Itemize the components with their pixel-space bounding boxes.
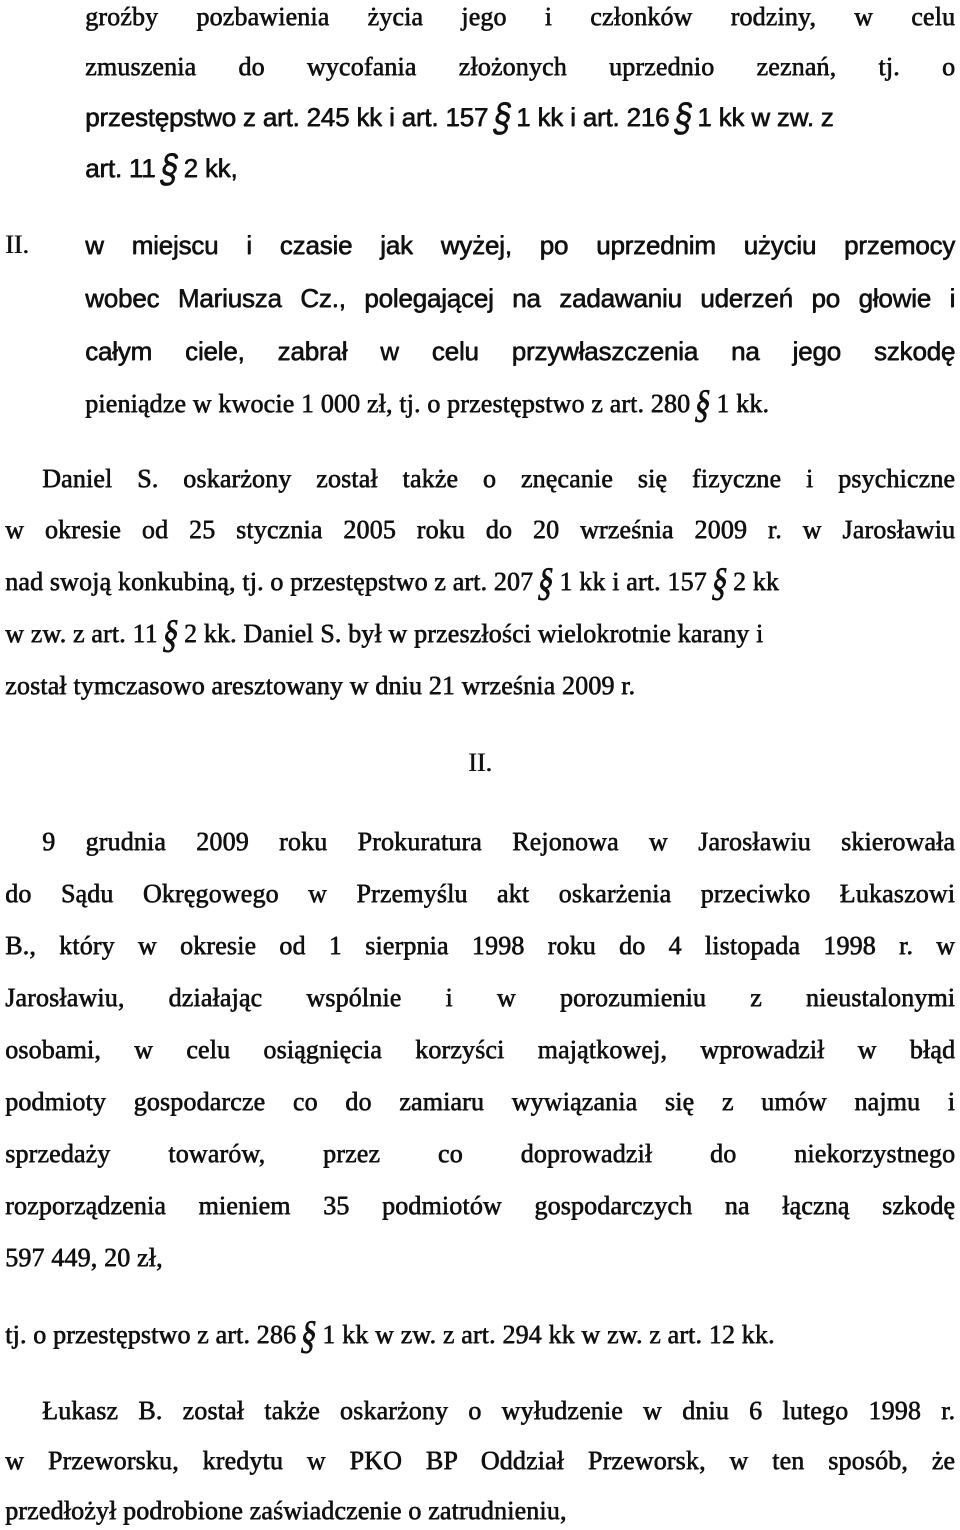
- text-segment: 2 kk,: [183, 153, 238, 183]
- text-line: zmuszenia do wycofania złożonych uprzednio zeznań, tj. o: [85, 52, 955, 81]
- text-line: rozporządzenia mieniem 35 podmiotów gospodarczych na łączną szkodę: [5, 1191, 955, 1220]
- section-sign: §: [489, 96, 515, 140]
- section-sign: §: [707, 559, 732, 604]
- text-line: [5, 1312, 775, 1357]
- text-line: [5, 611, 764, 656]
- text-line: podmioty gospodarcze co do zamiaru wywiązania się z umów najmu i: [5, 1087, 955, 1116]
- text-line: [85, 381, 769, 426]
- section-sign: §: [534, 559, 559, 604]
- text-line: osobami, w celu osiągnięcia korzyści majątkowej, wprowadził w błąd: [5, 1035, 955, 1064]
- text-line: został tymczasowo aresztowany w dniu 21 września 2009 r.: [5, 671, 636, 700]
- text-segment: 2 kk: [732, 567, 779, 596]
- text-line: Łukasz B. został także oskarżony o wyłudzenie w dniu 6 lutego 1998 r.: [42, 1396, 955, 1425]
- text-segment: 1 kk w zw. z art. 294 kk w zw. z art. 12 kk.: [322, 1320, 775, 1349]
- text-segment: w zw. z art. 11: [5, 619, 158, 648]
- text-segment: tj. o przestępstwo z art. 286: [5, 1320, 296, 1349]
- text-segment: nad swoją konkubiną, tj. o przestępstwo z art. 207: [5, 567, 534, 596]
- text-segment: 2 kk. Daniel S. był w przeszłości wielokrotnie karany i: [183, 619, 764, 648]
- text-segment: 1 kk i art. 216: [516, 102, 670, 132]
- text-segment: 1 kk i art. 157: [559, 567, 707, 596]
- section-sign: §: [156, 147, 182, 191]
- text-line: [85, 147, 238, 191]
- text-line: B., który w okresie od 1 sierpnia 1998 roku do 4 listopada 1998 r. w: [5, 931, 955, 960]
- text-line: 9 grudnia 2009 roku Prokuratura Rejonowa w Jarosławiu skierowała: [42, 827, 955, 856]
- section-sign: §: [297, 1312, 322, 1357]
- text-segment: 1 kk.: [716, 389, 769, 418]
- point-number: II.: [5, 230, 29, 259]
- section-sign: §: [158, 611, 183, 656]
- text-line: Jarosławiu, działając wspólnie i w porozumieniu z nieustalonymi: [5, 983, 955, 1012]
- section-heading: II.: [468, 748, 492, 777]
- text-segment: 1 kk w zw. z: [697, 102, 834, 132]
- text-segment: przestępstwo z art. 245 kk i art. 157: [85, 102, 489, 132]
- text-line: w Przeworsku, kredytu w PKO BP Oddział Przeworsk, w ten sposób, że: [5, 1446, 955, 1475]
- text-line: groźby pozbawienia życia jego i członków rodziny, w celu: [85, 2, 955, 31]
- text-line: 597 449, 20 zł,: [5, 1243, 163, 1272]
- text-segment: art. 11: [85, 153, 156, 183]
- text-line: przedłożył podrobione zaświadczenie o zatrudnieniu,: [5, 1496, 567, 1525]
- section-sign: §: [691, 381, 716, 426]
- text-line: całym ciele, zabrał w celu przywłaszczenia na jego szkodę: [85, 336, 955, 366]
- text-line: w okresie od 25 stycznia 2005 roku do 20 września 2009 r. w Jarosławiu: [5, 515, 955, 544]
- text-line: sprzedaży towarów, przez co doprowadził do niekorzystnego: [5, 1139, 955, 1168]
- text-line: [85, 96, 834, 140]
- section-sign: §: [670, 96, 696, 140]
- text-line: [5, 559, 955, 604]
- text-line: Daniel S. oskarżony został także o znęcanie się fizyczne i psychiczne: [42, 464, 955, 493]
- text-line: wobec Mariusza Cz., polegającej na zadawaniu uderzeń po głowie i: [85, 283, 955, 313]
- text-line: do Sądu Okręgowego w Przemyślu akt oskarżenia przeciwko Łukaszowi: [5, 879, 955, 908]
- text-line: w miejscu i czasie jak wyżej, po uprzednim użyciu przemocy: [85, 230, 955, 260]
- text-segment: pieniądze w kwocie 1 000 zł, tj. o przestępstwo z art. 280: [85, 389, 691, 418]
